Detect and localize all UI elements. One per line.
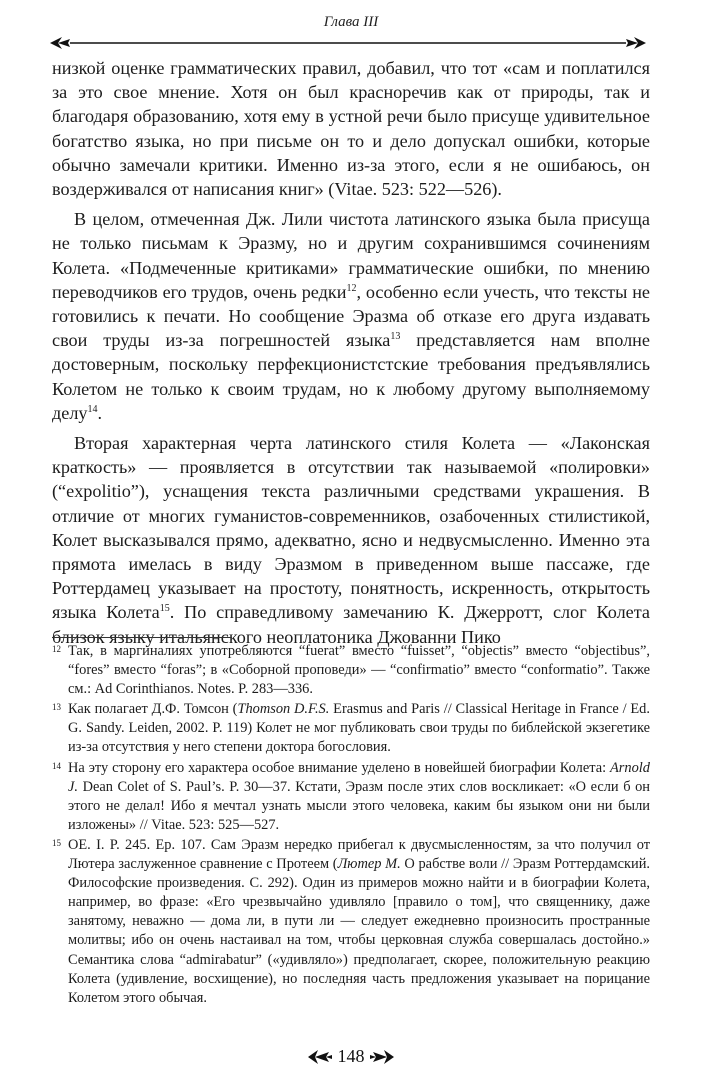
footnote bbox=[52, 836, 650, 1008]
italic-text: Thomson D.F.S. bbox=[237, 701, 330, 718]
footnote-ref: 15 bbox=[159, 603, 170, 615]
footnote-ref: 12 bbox=[346, 282, 357, 294]
footnote-number: 12 bbox=[52, 644, 61, 654]
text-run: Так, в маргиналиях употребляются “fuerat” вместо “fuisset”, “objectis” вместо “objectibus”, “fores” вместо “foras”; в «Соборной проповеди» — “confirmatio” вместо “conformatio”. Также см.: Ad Corinthianos. Notes. P. 283—336. bbox=[68, 643, 650, 698]
italic-text: Лютер М. bbox=[337, 856, 401, 873]
footnote-number: 13 bbox=[52, 702, 61, 713]
text-run: Как полагает Д.Ф. Томсон ( bbox=[68, 701, 238, 718]
paragraph bbox=[52, 56, 650, 201]
footnote-ref: 14 bbox=[87, 403, 98, 415]
text-run: О рабстве воли // Эразм Роттердамский. Философские произведения. С. 292). Один из примеров можно найти и в биографии Колета, например, во фразе: «Его чрезвычайно удивляло [правило о том], что священнику, даже занятому, неважно — дома ли, в пути ли — следует ежедневно произносить пространные молитвы; ибо он очень настаивал на том, чтобы церковная служба совершалась достойно.» Семантика слова “admirabatur” («удивляло») предполагает, скорее, положительную реакцию Колета (удивление, восхищение), но последняя часть предложения указывает на порицание Колетом этого обычая. bbox=[68, 856, 650, 1006]
text-run: ОЕ. I. P. 245. Ep. 107. Сам Эразм нередко прибегал к двусмысленностям, за что получил от Лютера заслуженное сравнение с Протеем ( bbox=[68, 836, 650, 873]
right-ornament-icon bbox=[626, 37, 646, 49]
footnotes bbox=[52, 642, 650, 1009]
left-ornament-icon bbox=[50, 37, 70, 49]
paragraph bbox=[52, 207, 650, 425]
footnote bbox=[52, 642, 650, 699]
footnote-number: 14 bbox=[52, 760, 61, 771]
folio-number: 148 bbox=[337, 1046, 365, 1066]
folio-right-ornament-icon bbox=[369, 1049, 395, 1065]
text-run: Erasmus and Paris // Classical Heritage in France / Ed. G. Sandy. Leiden, 2002. P. 119) Колет не мог публиковать свои труды по библейской экзегетике из-за отсутствия у него степени доктора богословия. bbox=[68, 701, 650, 756]
text-run: . По справедливому замечанию К. Джерротт, слог Колета близок языку итальянского неоплатоника Джованни Пико bbox=[52, 602, 650, 647]
text-run: , особенно если учесть, что тексты не готовились к печати. Но сообщение Эразма об отказе его друга издавать свои труды из-за погрешностей языка bbox=[52, 281, 650, 351]
ornamental-head-rule bbox=[48, 36, 648, 50]
italic-text: Arnold J. bbox=[68, 759, 650, 795]
text-run: . bbox=[97, 402, 103, 423]
running-head: Глава III bbox=[323, 14, 379, 30]
text-run: представляется нам вполне достоверным, поскольку перфекционистстские требования предъявлялись Колетом не только к своим трудам, но к любому другому выполняемому делу bbox=[52, 330, 650, 423]
text-run: На эту сторону его характера особое внимание уделено в новейшей биографии Колета: bbox=[68, 759, 611, 776]
footnote-ref: 13 bbox=[390, 331, 401, 343]
page-number bbox=[0, 1046, 702, 1067]
text-run: Dean Colet of S. Paul’s. P. 30—37. Кстати, Эразм после этих слов воскликает: «О если б он этого не делал! Ибо я мечтал узнать мысли этого человека, каким бы языком они ни были изложены» // Vitae. 523: 525—527. bbox=[68, 778, 650, 833]
text-run: В целом, отмеченная Дж. Лили чистота латинского языка была присуща не только письмам к Эразму, но и другим сохранившимся сочинениям Колета. «Подмеченные критиками» грамматические ошибки, по мнению переводчиков его трудов, очень редки bbox=[52, 209, 650, 302]
footnote bbox=[52, 759, 650, 835]
text-run: низкой оценке грамматических правил, добавил, что тот «сам и поплатился за это свое мнение. Хотя он был красноречив как от природы, так и благодаря образованию, хотя ему в устной речи было присуще удивительное богатство языка, но при письме он то и дело допускал ошибки, которые обычно замечали критики. Именно из-за этого, если я не ошибаюсь, он воздерживался от написания книг» (Vitae. 523: 522—526). bbox=[52, 58, 650, 200]
footnote bbox=[52, 700, 650, 757]
footnote-separator bbox=[52, 637, 232, 638]
paragraph bbox=[52, 431, 650, 649]
footnote-number: 15 bbox=[52, 837, 61, 848]
text-run: Вторая характерная черта латинского стиля Колета — «Лаконская краткость» — проявляется в отсутствии так называемой «полировки» (“expolitio”), уснащения текста различными средствами украшения. В отличие от многих гуманистов-современников, озабоченных стилистикой, Колет высказывался прямо, адекватно, ясно и недвусмысленно. Именно эта прямота имелась в виду Эразмом в приведенном выше пассаже, где Роттердамец указывает на простоту, понятность, искренность, открытость языка Колета bbox=[52, 433, 650, 623]
main-text bbox=[52, 56, 650, 649]
folio-left-ornament-icon bbox=[307, 1049, 333, 1065]
